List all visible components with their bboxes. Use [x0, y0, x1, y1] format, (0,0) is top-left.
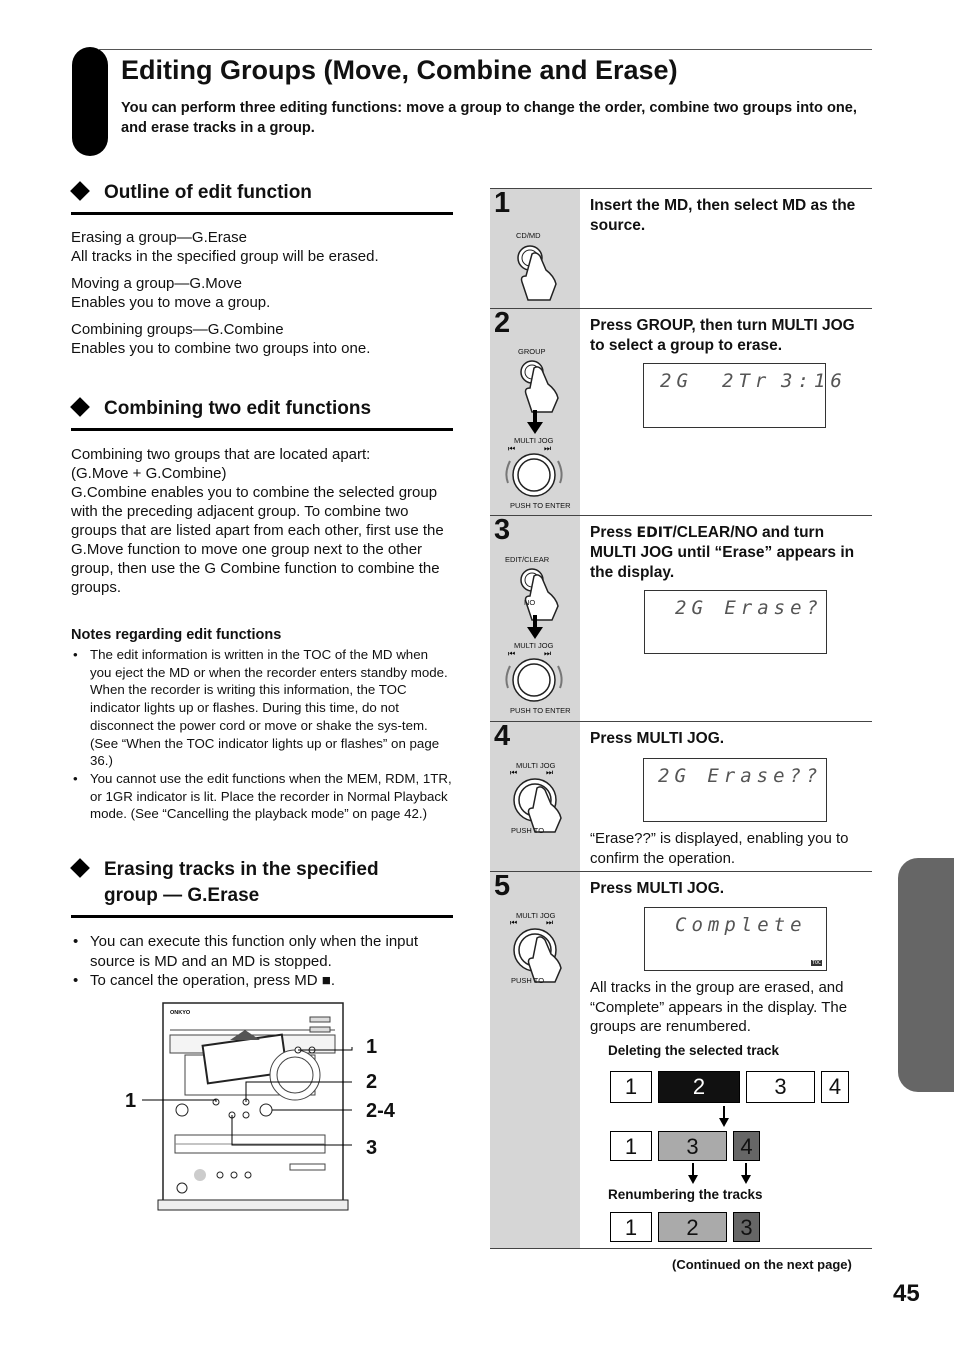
continued-note: (Continued on the next page) [672, 1257, 852, 1272]
outline-item-desc: All tracks in the specified group will be erased. [71, 248, 379, 265]
step-rule [490, 188, 872, 189]
notes-list [71, 646, 453, 823]
step-number: 1 [494, 187, 511, 219]
lcd-display: 2G 2Tr 3:16 [643, 363, 826, 428]
page-title: Editing Groups (Move, Combine and Erase) [121, 55, 678, 85]
track-box-renumbered: 2 [658, 1212, 727, 1242]
stop-icon: ■ [321, 972, 331, 989]
svg-text:⏭: ⏭ [544, 444, 552, 453]
track-box: 3 [746, 1071, 815, 1103]
no-label: NO [524, 598, 536, 607]
lcd-display: Complete TOC [644, 907, 827, 971]
step-rule [490, 1248, 872, 1249]
outline-list [71, 228, 456, 358]
step-instruction: Press EDIT/CLEAR/NO and turn MULTI JOG until “Erase” appears in the display. [590, 524, 855, 581]
group-button-label: GROUP [518, 347, 546, 356]
svg-text:⏮: ⏮ [508, 649, 516, 658]
diamond-icon [70, 181, 90, 201]
combining-line2: (G.Move + G.Combine) [71, 465, 227, 482]
callout-label: 3 [366, 1137, 378, 1159]
track-box: 1 [610, 1131, 652, 1161]
step-number: 2 [494, 307, 511, 339]
step-rule [490, 308, 872, 309]
svg-text:⏮: ⏮ [510, 918, 518, 927]
combining-heading: Combining two edit functions [71, 396, 453, 431]
device-body [163, 1003, 343, 1206]
push-to-enter-label: PUSH TO ENTER [510, 706, 571, 715]
multi-jog-icon [500, 443, 570, 503]
svg-text:⏮: ⏮ [508, 444, 516, 453]
step-rule [490, 721, 872, 722]
step-number: 3 [494, 514, 511, 546]
track-box-shifted: 4 [733, 1131, 760, 1161]
erasing-heading: Erasing tracks in the specified group — G.Erase [71, 857, 453, 918]
multi-jog-label: MULTI JOG [516, 761, 556, 770]
outline-item-name: Moving a group—G.Move [71, 275, 242, 292]
down-arrow-icon [717, 1106, 731, 1128]
step-note: “Erase??” is displayed, enabling you to confirm the operation. [590, 830, 849, 867]
svg-text:⏭: ⏭ [546, 918, 554, 927]
svg-text:⏮: ⏮ [510, 768, 518, 777]
step-rule [490, 871, 872, 872]
outline-item-name: Combining groups—G.Combine [71, 321, 284, 338]
track-box: 1 [610, 1071, 652, 1103]
multi-jog-label: MULTI JOG [516, 911, 556, 920]
toc-indicator: TOC [812, 960, 822, 966]
diamond-icon [70, 858, 90, 878]
track-box: 4 [821, 1071, 849, 1103]
combining-body [71, 445, 456, 597]
step-instruction: Press MULTI JOG. [590, 880, 725, 897]
callout-label: 2-4 [366, 1100, 395, 1122]
callout-label: 1 [366, 1036, 378, 1058]
page-number: 45 [893, 1280, 920, 1307]
track-box: 1 [610, 1212, 652, 1242]
combining-paragraph: G.Combine enables you to combine the selected group with the preceding adjacent group. To combine two groups that are listed apart from each other, first use the G.Move function to move one group next to the other group, then use the G Combine function to combine the groups. [71, 484, 444, 596]
brand-logo: ONKYO [170, 1010, 191, 1016]
callout-label: 1 [125, 1090, 137, 1112]
push-to-enter-label: PUSH TO ENTER [510, 501, 571, 510]
down-arrow-icon [525, 410, 545, 436]
diamond-icon [70, 397, 90, 417]
erasing-item: • To cancel the operation, press MD ■. [71, 971, 453, 991]
multi-jog-label: MULTI JOG [514, 436, 554, 445]
edit-button-icon [510, 564, 580, 624]
outline-item-name: Erasing a group—G.Erase [71, 229, 247, 246]
device-base [158, 1200, 348, 1210]
side-thumb-tab [898, 858, 954, 1092]
step-note: All tracks in the group are erased, and “Complete” appears in the display. The groups are renumbered. [590, 979, 848, 1035]
multi-jog-knob [260, 1104, 272, 1116]
cdmd-button-icon [510, 240, 580, 305]
group-button-icon [510, 356, 580, 416]
note-item: • You cannot use the edit functions when the MEM, RDM, 1TR, or 1GR indicator is lit. Place the recorder in Normal Playback mode. (See “Cancelling the playback mode” on page 42.) [71, 770, 453, 823]
down-arrow-icon [525, 615, 545, 641]
step-number: 4 [494, 720, 511, 752]
step-instruction: Press GROUP, then turn MULTI JOG to select a group to erase. [590, 317, 855, 354]
down-arrow-icon [686, 1163, 700, 1185]
deleting-label: Deleting the selected track [608, 1043, 780, 1058]
renumber-label: Renumbering the tracks [608, 1187, 763, 1202]
note-item: • The edit information is written in the TOC of the MD when you eject the MD or when the recorder enters standby mode. When the recorder is writing this information, the TOC indicator lights up or flashes. During this time, do not disconnect the power cord or move or shake the sys-tem. (See “When the TOC indicator lights up or flashes” on page 36.) [71, 646, 453, 770]
outline-heading: Outline of edit function [71, 180, 453, 215]
step-number: 5 [494, 870, 511, 902]
header-rule [98, 49, 872, 50]
track-box-selected: 2 [658, 1071, 740, 1103]
track-box-renumbered: 3 [733, 1212, 760, 1242]
chapter-marker [72, 47, 108, 156]
track-box-shifted: 3 [658, 1131, 727, 1161]
step-rule [490, 515, 872, 516]
lcd-display: 2G Erase? [644, 590, 827, 654]
down-arrow-icon [739, 1163, 753, 1185]
push-to-label: PUSH TO [511, 976, 545, 985]
outline-item-desc: Enables you to move a group. [71, 294, 271, 311]
notes-heading: Notes regarding edit functions [71, 627, 282, 643]
step-instruction: Press MULTI JOG. [590, 730, 725, 747]
edit-clear-button-label: EDIT/CLEAR [505, 555, 550, 564]
intro-text: You can perform three editing functions: move a group to change the order, combine two groups into one, and erase tracks in a group. [121, 100, 857, 136]
step-instruction: Insert the MD, then select MD as the source. [590, 197, 856, 234]
lcd-display: 2G Erase?? [643, 758, 827, 822]
svg-text:⏭: ⏭ [546, 768, 554, 777]
erasing-item: • You can execute this function only when the input source is MD and an MD is stopped. [71, 932, 453, 971]
multi-jog-icon [500, 648, 570, 708]
push-to-label: PUSH TO [511, 826, 545, 835]
erasing-list [71, 932, 453, 991]
cdmd-button-label: CD/MD [516, 231, 541, 240]
multi-jog-label: MULTI JOG [514, 641, 554, 650]
combining-line1: Combining two groups that are located apart: [71, 446, 371, 463]
svg-text:⏭: ⏭ [544, 649, 552, 658]
outline-item-desc: Enables you to combine two groups into one. [71, 340, 371, 357]
callout-label: 2 [366, 1071, 378, 1093]
